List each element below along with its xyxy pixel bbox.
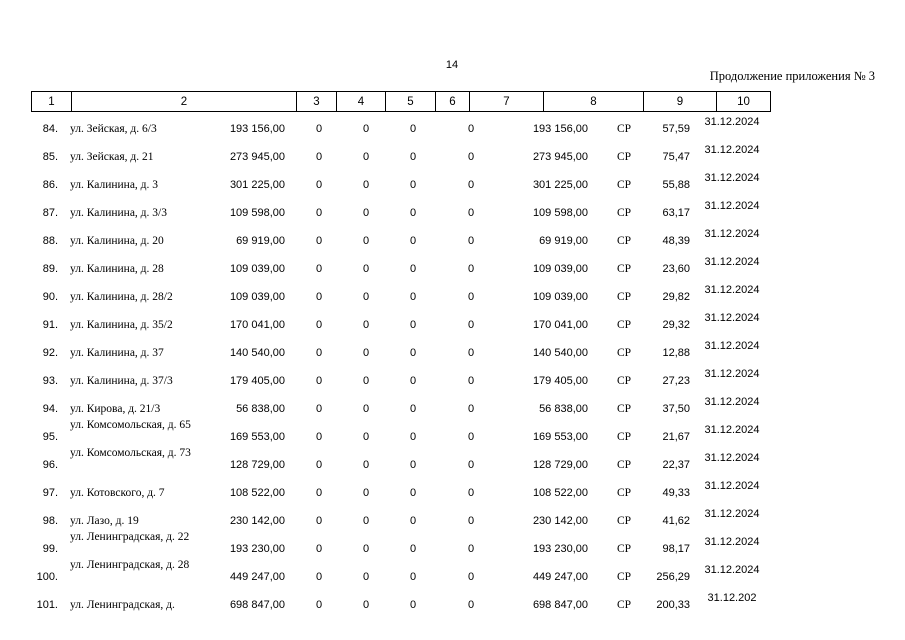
deadline-date: 31.12.2024 [704, 144, 760, 156]
funding-source: СР [616, 543, 632, 555]
address: ул. Ленинградская, д. [70, 599, 175, 611]
total-amount: 179 405,00 [532, 375, 588, 387]
funding-source: СР [616, 403, 632, 415]
address: ул. Ленинградская, д. 28 [70, 559, 190, 571]
col4-value: 0 [362, 179, 370, 191]
amount: 69 919,00 [236, 235, 285, 247]
deadline-date: 31.12.2024 [704, 536, 760, 548]
col4-value: 0 [362, 263, 370, 275]
col5-value: 0 [409, 207, 417, 219]
row-number: 96. [42, 459, 58, 471]
row-number: 87. [42, 207, 58, 219]
table-row [0, 339, 905, 367]
col6-value: 0 [467, 375, 475, 387]
col6-value: 0 [467, 515, 475, 527]
percent-value: 23,60 [662, 263, 690, 275]
amount: 193 230,00 [229, 543, 285, 555]
col4-value: 0 [362, 543, 370, 555]
col3-value: 0 [315, 319, 323, 331]
col5-value: 0 [409, 571, 417, 583]
col6-value: 0 [467, 207, 475, 219]
col5-value: 0 [409, 319, 417, 331]
table-row [0, 283, 905, 311]
table-row [0, 311, 905, 339]
row-number: 94. [42, 403, 58, 415]
col4-value: 0 [362, 571, 370, 583]
deadline-date: 31.12.2024 [704, 480, 760, 492]
deadline-date: 31.12.2024 [704, 172, 760, 184]
header-col-9: 9 [644, 92, 717, 112]
percent-value: 22,37 [662, 459, 690, 471]
row-number: 89. [42, 263, 58, 275]
row-number: 91. [42, 319, 58, 331]
col5-value: 0 [409, 179, 417, 191]
total-amount: 109 039,00 [532, 263, 588, 275]
amount: 108 522,00 [229, 487, 285, 499]
column-number-header [31, 91, 771, 112]
col3-value: 0 [315, 571, 323, 583]
col5-value: 0 [409, 263, 417, 275]
percent-value: 63,17 [662, 207, 690, 219]
funding-source: СР [616, 599, 632, 611]
col6-value: 0 [467, 291, 475, 303]
col6-value: 0 [467, 151, 475, 163]
address: ул. Калинина, д. 28/2 [70, 291, 173, 303]
row-number: 99. [42, 543, 58, 555]
deadline-date: 31.12.2024 [704, 340, 760, 352]
percent-value: 29,32 [662, 319, 690, 331]
col6-value: 0 [467, 543, 475, 555]
col5-value: 0 [409, 347, 417, 359]
col4-value: 0 [362, 599, 370, 611]
amount: 698 847,00 [229, 599, 285, 611]
page-number: 14 [445, 59, 459, 71]
deadline-date: 31.12.2024 [704, 312, 760, 324]
funding-source: СР [616, 151, 632, 163]
row-number: 95. [42, 431, 58, 443]
funding-source: СР [616, 515, 632, 527]
row-number: 84. [42, 123, 58, 135]
total-amount: 449 247,00 [532, 571, 588, 583]
col4-value: 0 [362, 515, 370, 527]
address: ул. Калинина, д. 37 [70, 347, 164, 359]
col4-value: 0 [362, 291, 370, 303]
total-amount: 193 230,00 [532, 543, 588, 555]
row-number: 98. [42, 515, 58, 527]
amount: 301 225,00 [229, 179, 285, 191]
row-number: 100. [36, 571, 58, 583]
col4-value: 0 [362, 235, 370, 247]
total-amount: 56 838,00 [539, 403, 588, 415]
col5-value: 0 [409, 403, 417, 415]
address: ул. Калинина, д. 28 [70, 263, 164, 275]
table-row [0, 591, 905, 619]
funding-source: СР [616, 291, 632, 303]
address: ул. Комсомольская, д. 73 [70, 447, 191, 459]
address: ул. Калинина, д. 3/3 [70, 207, 167, 219]
col5-value: 0 [409, 123, 417, 135]
deadline-date: 31.12.2024 [704, 396, 760, 408]
table-row [0, 143, 905, 171]
funding-source: СР [616, 431, 632, 443]
funding-source: СР [616, 319, 632, 331]
col3-value: 0 [315, 515, 323, 527]
deadline-date: 31.12.2024 [704, 284, 760, 296]
col6-value: 0 [467, 431, 475, 443]
percent-value: 57,59 [662, 123, 690, 135]
percent-value: 49,33 [662, 487, 690, 499]
deadline-date: 31.12.2024 [704, 564, 760, 576]
table-row [0, 447, 905, 479]
deadline-date: 31.12.2024 [704, 256, 760, 268]
table-row [0, 171, 905, 199]
table-row [0, 255, 905, 283]
total-amount: 128 729,00 [532, 459, 588, 471]
total-amount: 301 225,00 [532, 179, 588, 191]
deadline-date: 31.12.2024 [704, 452, 760, 464]
col5-value: 0 [409, 151, 417, 163]
table-row [0, 367, 905, 395]
col5-value: 0 [409, 431, 417, 443]
data-rows [0, 115, 905, 619]
address: ул. Кирова, д. 21/3 [70, 403, 161, 415]
col3-value: 0 [315, 543, 323, 555]
percent-value: 55,88 [662, 179, 690, 191]
col4-value: 0 [362, 347, 370, 359]
header-col-6: 6 [436, 92, 470, 112]
table-row [0, 115, 905, 143]
address: ул. Котовского, д. 7 [70, 487, 165, 499]
table-row [0, 479, 905, 507]
col5-value: 0 [409, 543, 417, 555]
address: ул. Лазо, д. 19 [70, 515, 139, 527]
header-col-1: 1 [32, 92, 72, 112]
percent-value: 200,33 [656, 599, 690, 611]
deadline-date: 31.12.2024 [704, 368, 760, 380]
funding-source: СР [616, 487, 632, 499]
funding-source: СР [616, 459, 632, 471]
deadline-date: 31.12.2024 [704, 508, 760, 520]
total-amount: 698 847,00 [532, 599, 588, 611]
percent-value: 29,82 [662, 291, 690, 303]
col3-value: 0 [315, 151, 323, 163]
col6-value: 0 [467, 179, 475, 191]
percent-value: 21,67 [662, 431, 690, 443]
col5-value: 0 [409, 487, 417, 499]
col6-value: 0 [467, 123, 475, 135]
address: ул. Ленинградская, д. 22 [70, 531, 190, 543]
table-row [0, 227, 905, 255]
funding-source: СР [616, 179, 632, 191]
col6-value: 0 [467, 319, 475, 331]
address: ул. Зейская, д. 6/3 [70, 123, 157, 135]
total-amount: 170 041,00 [532, 319, 588, 331]
amount: 169 553,00 [229, 431, 285, 443]
percent-value: 37,50 [662, 403, 690, 415]
amount: 273 945,00 [229, 151, 285, 163]
header-col-10: 10 [717, 92, 771, 112]
percent-value: 27,23 [662, 375, 690, 387]
col3-value: 0 [315, 207, 323, 219]
col5-value: 0 [409, 291, 417, 303]
deadline-date: 31.12.2024 [704, 424, 760, 436]
col3-value: 0 [315, 487, 323, 499]
col3-value: 0 [315, 123, 323, 135]
total-amount: 169 553,00 [532, 431, 588, 443]
address: ул. Комсомольская, д. 65 [70, 419, 191, 431]
col3-value: 0 [315, 263, 323, 275]
total-amount: 140 540,00 [532, 347, 588, 359]
percent-value: 48,39 [662, 235, 690, 247]
col4-value: 0 [362, 151, 370, 163]
row-number: 101. [36, 599, 58, 611]
col4-value: 0 [362, 207, 370, 219]
col4-value: 0 [362, 459, 370, 471]
col5-value: 0 [409, 375, 417, 387]
col3-value: 0 [315, 459, 323, 471]
header-col-5: 5 [386, 92, 436, 112]
amount: 170 041,00 [229, 319, 285, 331]
funding-source: СР [616, 123, 632, 135]
col6-value: 0 [467, 263, 475, 275]
funding-source: СР [616, 207, 632, 219]
row-number: 97. [42, 487, 58, 499]
row-number: 85. [42, 151, 58, 163]
header-col-4: 4 [337, 92, 386, 112]
header-col-2: 2 [72, 92, 297, 112]
deadline-date: 31.12.2024 [704, 116, 760, 128]
percent-value: 41,62 [662, 515, 690, 527]
col6-value: 0 [467, 599, 475, 611]
col4-value: 0 [362, 375, 370, 387]
funding-source: СР [616, 235, 632, 247]
funding-source: СР [616, 263, 632, 275]
col6-value: 0 [467, 403, 475, 415]
col6-value: 0 [467, 459, 475, 471]
row-number: 92. [42, 347, 58, 359]
row-number: 86. [42, 179, 58, 191]
col5-value: 0 [409, 235, 417, 247]
row-number: 93. [42, 375, 58, 387]
table-row [0, 199, 905, 227]
col3-value: 0 [315, 431, 323, 443]
row-number: 88. [42, 235, 58, 247]
total-amount: 193 156,00 [532, 123, 588, 135]
amount: 109 598,00 [229, 207, 285, 219]
amount: 193 156,00 [229, 123, 285, 135]
appendix-continuation-label: Продолжение приложения № 3 [709, 69, 875, 83]
amount: 179 405,00 [229, 375, 285, 387]
percent-value: 75,47 [662, 151, 690, 163]
row-number: 90. [42, 291, 58, 303]
col6-value: 0 [467, 235, 475, 247]
percent-value: 12,88 [662, 347, 690, 359]
funding-source: СР [616, 375, 632, 387]
col3-value: 0 [315, 403, 323, 415]
col3-value: 0 [315, 291, 323, 303]
col6-value: 0 [467, 571, 475, 583]
address: ул. Калинина, д. 37/3 [70, 375, 173, 387]
percent-value: 256,29 [656, 571, 690, 583]
col3-value: 0 [315, 235, 323, 247]
total-amount: 109 598,00 [532, 207, 588, 219]
amount: 128 729,00 [229, 459, 285, 471]
amount: 109 039,00 [229, 291, 285, 303]
col3-value: 0 [315, 347, 323, 359]
col4-value: 0 [362, 319, 370, 331]
total-amount: 108 522,00 [532, 487, 588, 499]
header-col-7: 7 [470, 92, 544, 112]
funding-source: СР [616, 347, 632, 359]
total-amount: 230 142,00 [532, 515, 588, 527]
address: ул. Калинина, д. 20 [70, 235, 164, 247]
col6-value: 0 [467, 347, 475, 359]
col4-value: 0 [362, 123, 370, 135]
col4-value: 0 [362, 487, 370, 499]
amount: 109 039,00 [229, 263, 285, 275]
total-amount: 69 919,00 [539, 235, 588, 247]
amount: 56 838,00 [236, 403, 285, 415]
deadline-date: 31.12.2024 [704, 228, 760, 240]
amount: 140 540,00 [229, 347, 285, 359]
header-col-8: 8 [544, 92, 644, 112]
deadline-date: 31.12.2024 [704, 200, 760, 212]
table-row [0, 559, 905, 591]
col3-value: 0 [315, 179, 323, 191]
col3-value: 0 [315, 599, 323, 611]
col5-value: 0 [409, 515, 417, 527]
address: ул. Калинина, д. 35/2 [70, 319, 173, 331]
col3-value: 0 [315, 375, 323, 387]
col5-value: 0 [409, 459, 417, 471]
amount: 449 247,00 [229, 571, 285, 583]
total-amount: 109 039,00 [532, 291, 588, 303]
amount: 230 142,00 [229, 515, 285, 527]
header-col-3: 3 [297, 92, 337, 112]
col4-value: 0 [362, 431, 370, 443]
percent-value: 98,17 [662, 543, 690, 555]
col5-value: 0 [409, 599, 417, 611]
total-amount: 273 945,00 [532, 151, 588, 163]
deadline-date: 31.12.202 [707, 592, 757, 604]
funding-source: СР [616, 571, 632, 583]
address: ул. Зейская, д. 21 [70, 151, 154, 163]
col6-value: 0 [467, 487, 475, 499]
address: ул. Калинина, д. 3 [70, 179, 159, 191]
col4-value: 0 [362, 403, 370, 415]
